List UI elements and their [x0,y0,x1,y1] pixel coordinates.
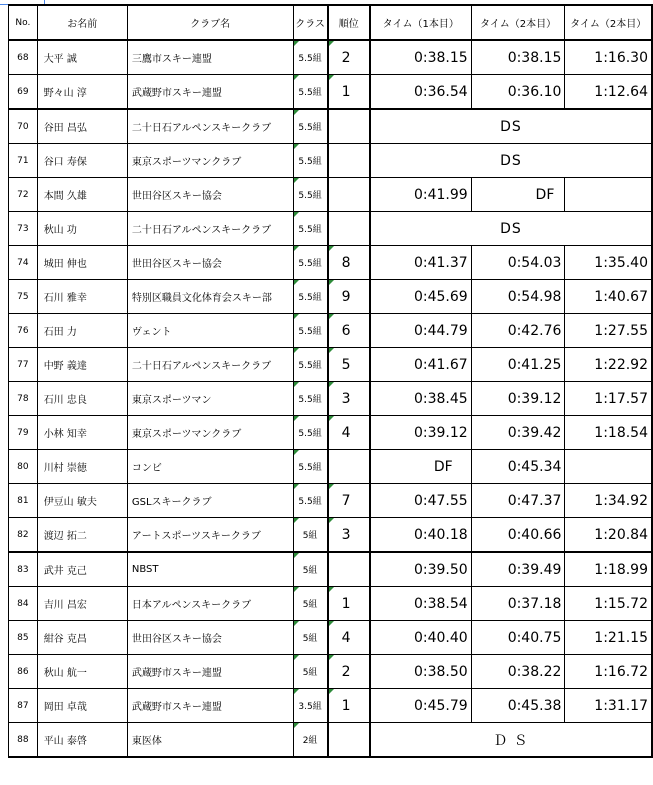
cell-rank[interactable] [328,178,370,212]
cell-no[interactable]: 82 [9,518,38,553]
cell-no[interactable]: 68 [9,40,38,75]
cell-class[interactable]: 5組 [293,655,328,689]
table-row [9,382,653,416]
cell-no[interactable]: 83 [9,552,38,587]
cell-time1[interactable]: 0:38.15 [370,40,471,75]
cell-total[interactable]: 1:18.54 [565,416,652,450]
cell-total[interactable]: 1:16.30 [565,40,652,75]
cell-time2[interactable]: 0:45.34 [471,450,565,484]
cell-status-span[interactable]: DS [370,212,652,246]
cell-name[interactable]: 本間 久雄 [37,178,127,212]
table-row [9,144,653,178]
cell-time2[interactable]: 0:39.12 [471,382,565,416]
cell-club[interactable]: 世田谷区スキー協会 [127,178,293,212]
cell-no[interactable]: 69 [9,75,38,110]
cell-time2[interactable]: 0:40.66 [471,518,565,553]
cell-no[interactable]: 80 [9,450,38,484]
cell-class[interactable]: 5.5組 [293,348,328,382]
cell-rank[interactable]: 3 [328,382,370,416]
cell-total[interactable]: 1:27.55 [565,314,652,348]
cell-time1[interactable]: 0:41.99 [370,178,471,212]
cell-time2[interactable]: 0:42.76 [471,314,565,348]
cell-name[interactable]: 小林 知幸 [37,416,127,450]
cell-rank[interactable]: 1 [328,689,370,723]
results-sheet [8,4,653,758]
cell-no[interactable]: 70 [9,109,38,144]
cell-rank[interactable]: 4 [328,416,370,450]
cell-total[interactable]: 1:18.99 [565,552,652,587]
cell-time2[interactable]: 0:38.22 [471,655,565,689]
cell-total[interactable] [565,450,652,484]
cell-club[interactable]: NBST [127,552,293,587]
cell-total[interactable]: 1:17.57 [565,382,652,416]
cell-time1[interactable]: 0:45.69 [370,280,471,314]
cell-total[interactable]: 1:31.17 [565,689,652,723]
cell-rank[interactable] [328,552,370,587]
cell-class[interactable]: 5.5組 [293,246,328,280]
results-body [9,40,653,757]
table-row [9,348,653,382]
cell-class[interactable]: 3.5組 [293,689,328,723]
cell-class[interactable]: 5.5組 [293,75,328,110]
cell-total[interactable]: 1:15.72 [565,587,652,621]
cell-total[interactable]: 1:20.84 [565,518,652,553]
cell-club[interactable]: 武蔵野市スキー連盟 [127,655,293,689]
cell-club[interactable]: コンビ [127,450,293,484]
cell-time1[interactable]: 0:41.67 [370,348,471,382]
cell-name[interactable]: 石川 雅幸 [37,280,127,314]
cell-rank[interactable]: 2 [328,40,370,75]
cell-time1[interactable]: 0:40.18 [370,518,471,553]
header-time1[interactable]: タイム（1本目） [370,5,471,40]
cell-club[interactable]: 東医体 [127,723,293,758]
cell-club[interactable]: 特別区職員文化体育会スキー部 [127,280,293,314]
cell-time2[interactable]: 0:36.10 [471,75,565,110]
header-name[interactable]: お名前 [37,5,127,40]
cell-club[interactable]: 二十日石アルペンスキークラブ [127,212,293,246]
cell-class[interactable]: 5.5組 [293,109,328,144]
cell-time1[interactable]: 0:41.37 [370,246,471,280]
table-row [9,212,653,246]
table-row [9,450,653,484]
table-row [9,246,653,280]
cell-time2[interactable]: 0:40.75 [471,621,565,655]
cell-rank[interactable]: 2 [328,655,370,689]
cell-name[interactable]: 紺谷 克昌 [37,621,127,655]
cell-time1[interactable]: 0:45.79 [370,689,471,723]
cell-time2[interactable]: 0:41.25 [471,348,565,382]
cell-rank[interactable]: 6 [328,314,370,348]
cell-class[interactable]: 5.5組 [293,178,328,212]
cell-rank[interactable] [328,723,370,758]
cell-no[interactable]: 75 [9,280,38,314]
cell-rank[interactable]: 4 [328,621,370,655]
cell-no[interactable]: 78 [9,382,38,416]
cell-total[interactable]: 1:22.92 [565,348,652,382]
table-row [9,75,653,110]
cell-class[interactable]: 5組 [293,552,328,587]
header-total[interactable]: タイム（2本目） [565,5,652,40]
cell-time1[interactable]: DF [370,450,471,484]
header-no[interactable]: No. [9,5,38,40]
cell-name[interactable]: 谷口 寿保 [37,144,127,178]
header-time2[interactable]: タイム（2本目） [471,5,565,40]
cell-club[interactable]: 東京スポーツマン [127,382,293,416]
cell-name[interactable]: 秋山 航一 [37,655,127,689]
cell-club[interactable]: 東京スポーツマンクラブ [127,144,293,178]
cell-rank[interactable]: 1 [328,75,370,110]
cell-total[interactable]: 1:12.64 [565,75,652,110]
cell-rank[interactable] [328,212,370,246]
cell-class[interactable]: 5.5組 [293,212,328,246]
cell-time1[interactable]: 0:39.50 [370,552,471,587]
cell-time2[interactable]: 0:45.38 [471,689,565,723]
cell-no[interactable]: 72 [9,178,38,212]
cell-club[interactable]: アートスポーツスキークラブ [127,518,293,553]
cell-total[interactable]: 1:40.67 [565,280,652,314]
cell-club[interactable]: GSLスキークラブ [127,484,293,518]
cell-no[interactable]: 84 [9,587,38,621]
table-row [9,109,653,144]
cell-class[interactable]: 5組 [293,621,328,655]
cell-name[interactable]: 大平 誠 [37,40,127,75]
cell-time2[interactable]: 0:54.98 [471,280,565,314]
cell-class[interactable]: 5.5組 [293,416,328,450]
cell-total[interactable]: 1:35.40 [565,246,652,280]
cell-status-span[interactable]: DS [370,144,652,178]
cell-rank[interactable]: 1 [328,587,370,621]
cell-rank[interactable]: 7 [328,484,370,518]
cell-time1[interactable]: 0:38.54 [370,587,471,621]
cell-no[interactable]: 79 [9,416,38,450]
cell-club[interactable]: 世田谷区スキー協会 [127,246,293,280]
table-row [9,518,653,553]
cell-no[interactable]: 81 [9,484,38,518]
cell-time2[interactable]: 0:39.42 [471,416,565,450]
cell-name[interactable]: 岡田 卓哉 [37,689,127,723]
cell-total[interactable]: 1:21.15 [565,621,652,655]
cell-time1[interactable]: 0:39.12 [370,416,471,450]
cell-club[interactable]: 二十日石アルペンスキークラブ [127,348,293,382]
table-row [9,416,653,450]
cell-total[interactable]: 1:34.92 [565,484,652,518]
table-row [9,689,653,723]
cell-no[interactable]: 74 [9,246,38,280]
cell-name[interactable]: 城田 伸也 [37,246,127,280]
cell-name[interactable]: 中野 義達 [37,348,127,382]
cell-time2[interactable]: 0:39.49 [471,552,565,587]
cell-status-span[interactable]: Ｄ Ｓ [370,723,652,758]
header-class[interactable]: クラス [293,5,328,40]
cell-no[interactable]: 88 [9,723,38,758]
cell-name[interactable]: 秋山 功 [37,212,127,246]
cell-club[interactable]: 二十日石アルペンスキークラブ [127,109,293,144]
cell-class[interactable]: 5.5組 [293,40,328,75]
cell-rank[interactable]: 5 [328,348,370,382]
cell-name[interactable]: 野々山 淳 [37,75,127,110]
table-row [9,621,653,655]
cell-no[interactable]: 85 [9,621,38,655]
table-row [9,552,653,587]
cell-class[interactable]: 5.5組 [293,450,328,484]
cell-class[interactable]: 5.5組 [293,280,328,314]
cell-class[interactable]: 5.5組 [293,382,328,416]
cell-rank[interactable]: 9 [328,280,370,314]
table-row [9,178,653,212]
cell-class[interactable]: 5.5組 [293,314,328,348]
header-club[interactable]: クラブ名 [127,5,293,40]
cell-rank[interactable]: 3 [328,518,370,553]
cell-name[interactable]: 石田 力 [37,314,127,348]
cell-no[interactable]: 71 [9,144,38,178]
cell-time1[interactable]: 0:38.50 [370,655,471,689]
results-table [8,4,653,758]
cell-club[interactable]: 三鷹市スキー連盟 [127,40,293,75]
cell-club[interactable]: 武蔵野市スキー連盟 [127,689,293,723]
cell-club[interactable]: 武蔵野市スキー連盟 [127,75,293,110]
cell-name[interactable]: 渡辺 拓二 [37,518,127,553]
cell-time1[interactable]: 0:47.55 [370,484,471,518]
cell-time2[interactable]: 0:47.37 [471,484,565,518]
cell-total[interactable] [565,178,652,212]
cell-class[interactable]: 5.5組 [293,144,328,178]
table-row [9,314,653,348]
table-row [9,40,653,75]
cell-time1[interactable]: 0:40.40 [370,621,471,655]
cell-name[interactable]: 谷田 昌弘 [37,109,127,144]
cell-club[interactable]: 東京スポーツマンクラブ [127,416,293,450]
cell-time1[interactable]: 0:44.79 [370,314,471,348]
cell-rank[interactable]: 8 [328,246,370,280]
cell-name[interactable]: 川村 崇徳 [37,450,127,484]
cell-name[interactable]: 石川 忠良 [37,382,127,416]
cell-name[interactable]: 吉川 昌宏 [37,587,127,621]
cell-rank[interactable] [328,109,370,144]
cell-no[interactable]: 73 [9,212,38,246]
cell-time2[interactable]: 0:37.18 [471,587,565,621]
cell-time2[interactable]: 0:54.03 [471,246,565,280]
cell-class[interactable]: 5組 [293,518,328,553]
cell-time1[interactable]: 0:36.54 [370,75,471,110]
header-row [9,5,653,40]
table-row [9,587,653,621]
cell-club[interactable]: 日本アルペンスキークラブ [127,587,293,621]
cell-time2[interactable]: DF [471,178,565,212]
cell-name[interactable]: 伊豆山 敏夫 [37,484,127,518]
cell-time1[interactable]: 0:38.45 [370,382,471,416]
cell-rank[interactable] [328,450,370,484]
header-rank[interactable]: 順位 [328,5,370,40]
cell-name[interactable]: 武井 克己 [37,552,127,587]
cell-no[interactable]: 76 [9,314,38,348]
cell-class[interactable]: 5.5組 [293,484,328,518]
table-row [9,723,653,758]
cell-total[interactable]: 1:16.72 [565,655,652,689]
cell-status-span[interactable]: DS [370,109,652,144]
cell-name[interactable]: 平山 泰啓 [37,723,127,758]
cell-no[interactable]: 86 [9,655,38,689]
table-row [9,280,653,314]
table-row [9,484,653,518]
table-row [9,655,653,689]
cell-rank[interactable] [328,144,370,178]
cell-no[interactable]: 87 [9,689,38,723]
cell-class[interactable]: 2組 [293,723,328,758]
cell-club[interactable]: ヴェント [127,314,293,348]
cell-time2[interactable]: 0:38.15 [471,40,565,75]
cell-class[interactable]: 5組 [293,587,328,621]
cell-no[interactable]: 77 [9,348,38,382]
cell-club[interactable]: 世田谷区スキー協会 [127,621,293,655]
